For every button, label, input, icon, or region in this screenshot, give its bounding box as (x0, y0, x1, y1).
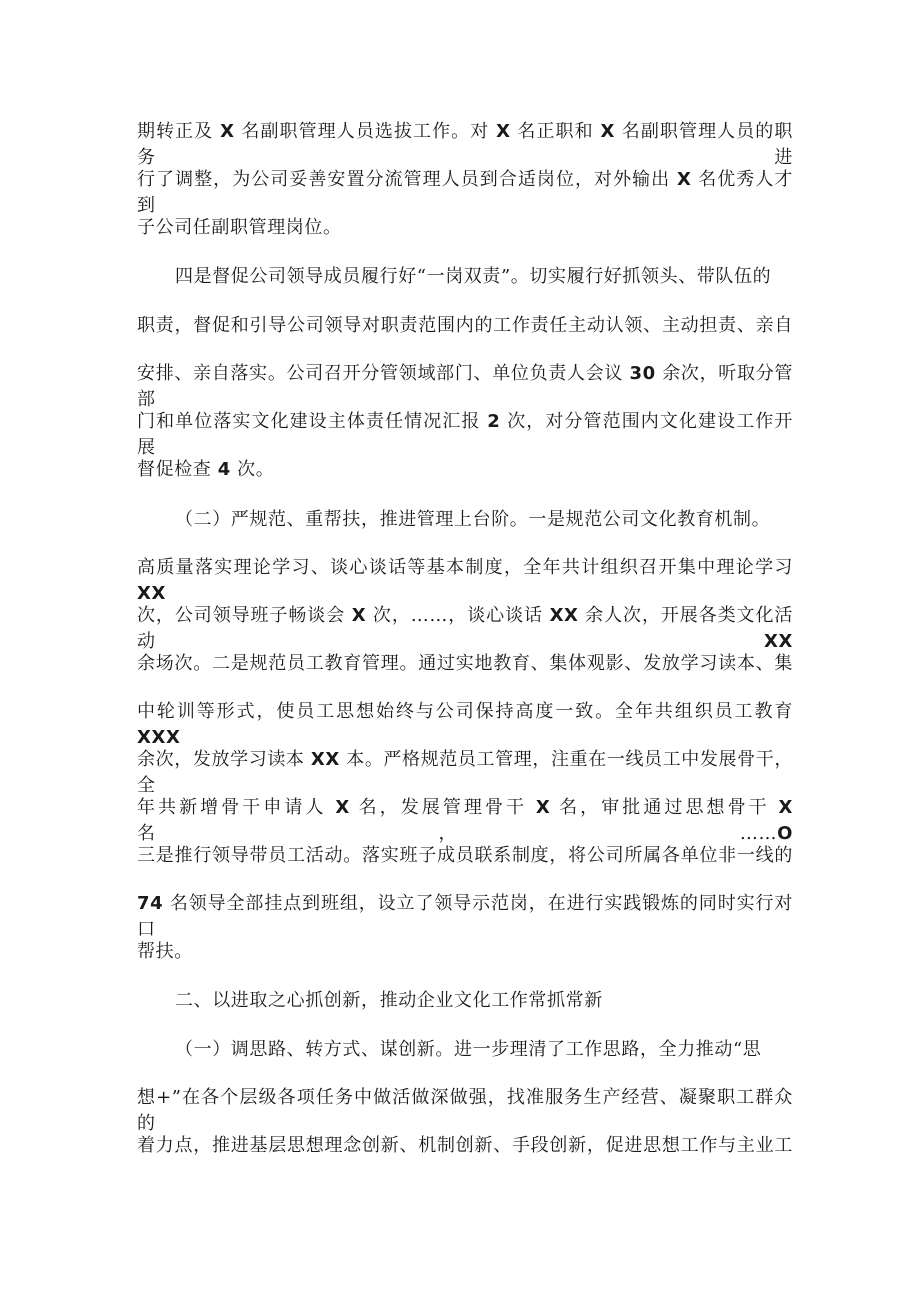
bold-token: XX (549, 605, 579, 626)
bold-token: X (535, 797, 551, 818)
bold-token: 4 (217, 459, 231, 480)
text-line: 着力点，推进基层思想理念创新、机制创新、手段创新，促进思想工作与主业工 (137, 1135, 793, 1156)
bold-token: X (335, 797, 350, 818)
bold-token: 30 (629, 363, 656, 384)
paragraph-first-line: （一）调思路、转方式、谋创新。进一步理清了工作思路，全力推动“思 (175, 1039, 762, 1060)
text-line: 想+”在各个层级各项任务中做活做深做强，找准服务生产经营、凝聚职工群众的 (137, 1087, 793, 1134)
text-line: 门和单位落实文化建设主体责任情况汇报 2 次，对分管范围内文化建设工作开展 (137, 411, 793, 458)
text-line: 余次，发放学习读本 XX 本。严格规范员工管理，注重在一线员工中发展骨干，全 (137, 749, 793, 796)
text-line: 次，公司领导班子畅谈会 X 次，……，谈心谈话 XX 余人次，开展各类文化活动 XX (137, 605, 794, 652)
text-line: 中轮训等形式，使员工思想始终与公司保持高度一致。全年共组织员工教育 XXX (137, 701, 793, 748)
text-line: 行了调整，为公司妥善安置分流管理人员到合适岗位，对外输出 X 名优秀人才到 (137, 169, 793, 216)
text-line: 子公司任副职管理岗位。 (137, 217, 342, 238)
text-line: 职责，督促和引导公司领导对职责范围内的工作责任主动认领、主动担责、亲自 (137, 315, 793, 336)
text-line: 期转正及 X 名副职管理人员选拔工作。对 X 名正职和 X 名副职管理人员的职务进 (137, 121, 793, 168)
paragraph-first-line: （二）严规范、重帮扶，推进管理上台阶。一是规范公司文化教育机制。 (175, 509, 771, 530)
text-line: 安排、亲自落实。公司召开分管领域部门、单位负责人会议 30 余次，听取分管部 (137, 363, 793, 410)
bold-token: XX (310, 749, 340, 770)
text-line: 余场次。二是规范员工教育管理。通过实地教育、集体观影、发放学习读本、集 (137, 653, 793, 674)
bold-token: XXX (137, 727, 181, 748)
bold-token: X (220, 121, 235, 142)
text-line: 督促检查 4 次。 (137, 459, 275, 480)
bold-token: X (351, 605, 367, 626)
text-line: 帮扶。 (137, 941, 193, 962)
text-line: 高质量落实理论学习、谈心谈话等基本制度，全年共计组织召开集中理论学习 XX (137, 557, 793, 604)
bold-token: X (778, 797, 793, 818)
bold-token: X (676, 169, 692, 190)
bold-token: X (600, 121, 615, 142)
bold-token: X (496, 121, 511, 142)
text-line: 年共新增骨干申请人 X 名，发展管理骨干 X 名，审批通过思想骨干 X 名，……O (137, 797, 793, 844)
bold-token: 74 (137, 893, 164, 914)
paragraph-first-line: 四是督促公司领导成员履行好“一岗双责”。切实履行好抓领头、带队伍的 (175, 266, 772, 287)
section-heading: 二、以进取之心抓创新，推动企业文化工作常抓常新 (175, 990, 603, 1011)
text-line: 74 名领导全部挂点到班组，设立了领导示范岗，在进行实践锻炼的同时实行对口 (137, 893, 793, 940)
bold-token: XX (764, 631, 793, 652)
bold-token: XX (137, 583, 166, 604)
bold-token: O (777, 823, 793, 844)
bold-token: 2 (487, 411, 501, 432)
text-line: 三是推行领导带员工活动。落实班子成员联系制度，将公司所属各单位非一线的 (137, 845, 793, 866)
